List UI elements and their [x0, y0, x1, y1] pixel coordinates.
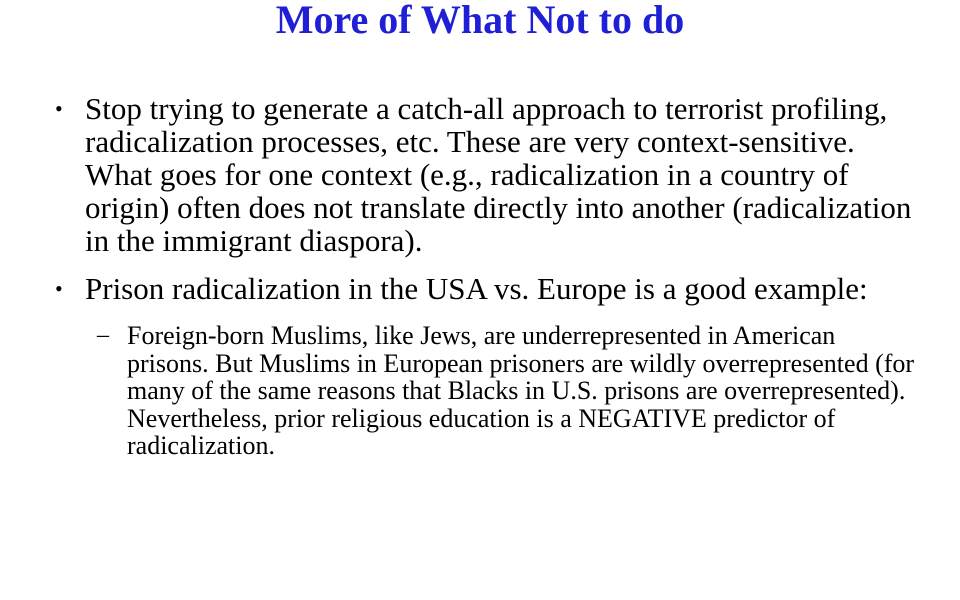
bullet-list: [0, 92, 960, 460]
sub-bullet-text: Foreign-born Muslims, like Jews, are underrepresented in American prisons. But Muslims in European prisoners are wildly overrepresented (for many of the same reasons that Blacks in U.S. prisons are overrepresented). Nevertheless, prior religious education is a NEGATIVE predictor of radicalization.: [127, 321, 915, 460]
slide-title: More of What Not to do: [275, 0, 685, 42]
sub-bullet-list: [0, 322, 960, 460]
bullet-item: [0, 272, 925, 305]
sub-bullet-marker: –: [97, 322, 109, 348]
bullet-item: [0, 92, 925, 257]
bullet-marker: •: [55, 276, 63, 301]
bullet-marker: •: [55, 96, 63, 121]
bullet-text: Stop trying to generate a catch-all approach to terrorist profiling, radicalization processes, etc. These are very context-sensitive. What goes for one context (e.g., radicalization in a country of origin) often does not translate directly into another (radicalization in the immigrant diaspora).: [85, 91, 912, 258]
sub-bullet-item: [0, 322, 917, 460]
bullet-text: Prison radicalization in the USA vs. Europe is a good example:: [85, 271, 868, 306]
